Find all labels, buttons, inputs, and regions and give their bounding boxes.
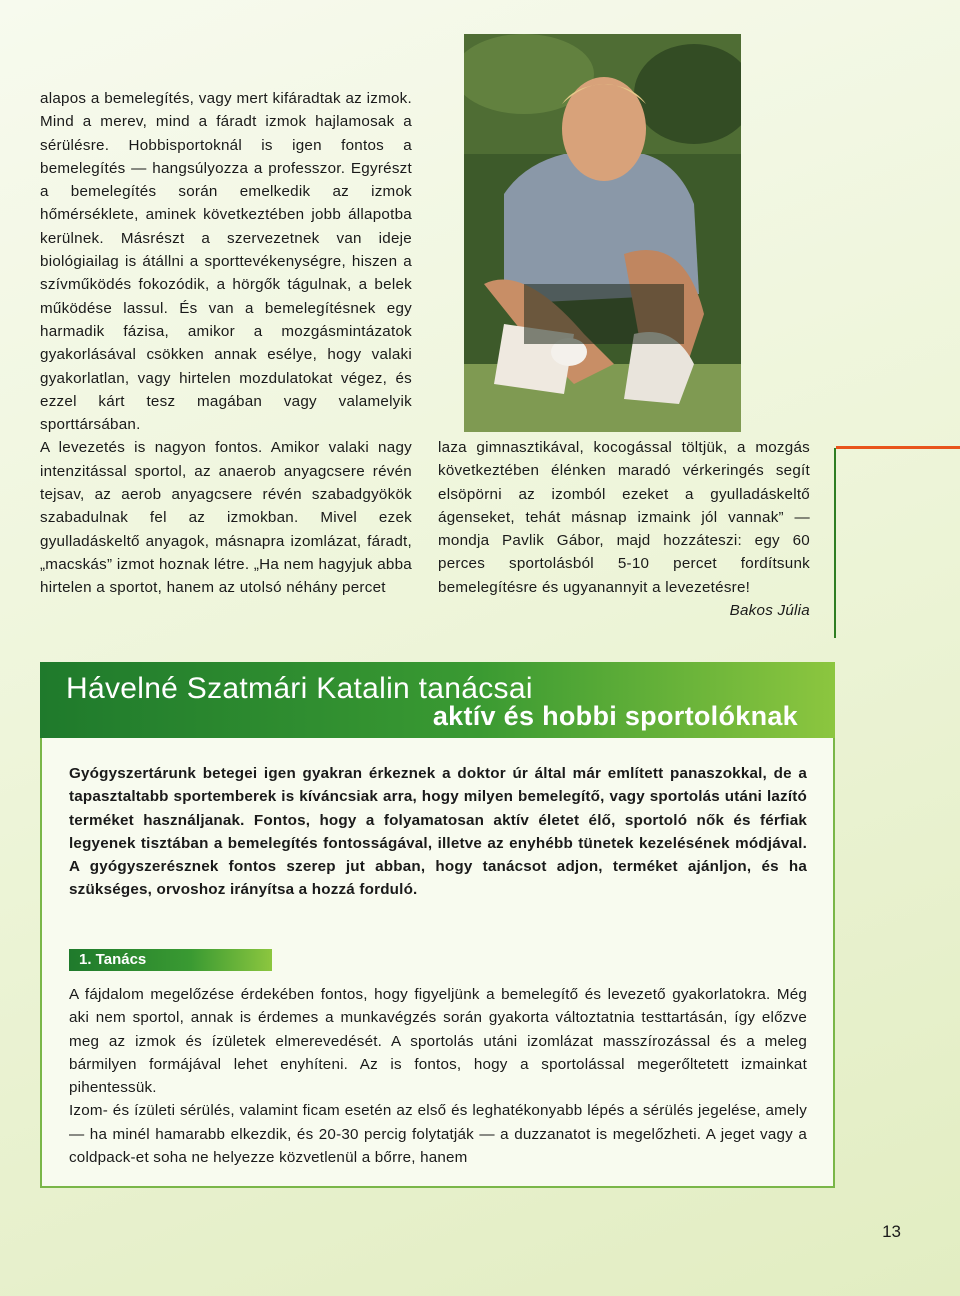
tip-body <box>69 983 807 1169</box>
left-paragraph-2: A levezetés is nagyon fontos. Amikor valaki nagy intenzitással sportol, az anaerob anyagcsere révén tejsav, az aerob anyagcsere révén szabadgyökök szabadulnak fel az izmokban. Mivel ezek gyulladáskeltő anyagok, másnapra izomlázat, fáradt, „macskás” izmot hoznak létre. „Ha nem hagyjuk abba hirtelen a sportot, hanem az utolsó néhány percet <box>40 439 412 597</box>
advice-banner <box>40 662 835 738</box>
tip-paragraph-1: A fájdalom megelőzése érdekében fontos, hogy figyeljünk a bemelegítő és levezető gyakorlatokra. Még aki nem sportol, annak is érdemes a munkavégzés során gyakorta változtatnia testtartásán, így előzve meg az izmok és ízületek elmerevedését. A sportolás utáni izomlázat masszírozással és a meleg bármilyen formájával lehet enyhíteni. Az is fontos, hogy a sportolással megerőltetett izmainkat pihentessük. <box>69 986 807 1097</box>
banner-subtitle: aktív és hobbi sportolóknak <box>432 701 798 731</box>
orange-accent-line <box>836 446 960 449</box>
page-number: 13 <box>882 1222 901 1241</box>
tip-paragraph-2: Izom- és ízületi sérülés, valamint ficam esetén az első és leghatékonyabb lépés a sérülés jegelése, amely — ha minél hamarabb elkezdik, és 20-30 percig folytatják — a duzzanatot is megelőzheti. A jeget vagy a coldpack-et soha ne helyezze közvetlenül a bőrre, hanem <box>69 1102 807 1167</box>
tip-label: 1. Tanács <box>69 949 272 971</box>
left-paragraph-1: alapos a bemelegítés, vagy mert kifáradtak az izmok. Mind a merev, mind a fáradt izmok hajlamosak a sérülésre. Hobbisportoknál is igen fontos a bemelegítés — hangsúlyozza a professzor. Egyrészt a bemelegítés során emelkedik az izmok hőmérséklete, aminek következtében jobb állapotba kerülnek. Másrészt a szervezetnek van ideje biológiailag is átállni a sporttevékenységre, hiszen a szívműködés fokozódik, a hörgők tágulnak, a belek működése lassul. És van a bemelegítésnek egy harmadik fázisa, amikor a mozgásmintázatok gyakorlásával csökken annak esélye, hogy valaki gyakorlatlan, vagy hirtelen mozdulatokat végez, és ezzel kárt tesz magában vagy valamelyik sporttársában. <box>40 90 412 434</box>
vertical-divider <box>834 448 836 638</box>
advice-intro: Gyógyszertárunk betegei igen gyakran érkeznek a doktor úr által már említett panaszokkal, de a tapasztaltabb sportemberek is kíváncsiak arra, hogy milyen bemelegítő, vagy sportolás utáni lazító terméket használjanak. Fontos, hogy a folyamatosan aktív életet élő, sportoló nők és férfiak legyenek tisztában a bemelegítés fontosságával, illetve az enyhébb tünetek kezelésének módjával. A gyógyszerésznek fontos szerep jut abban, hogy tanácsot adjon, terméket ajánljon, és ha szükséges, orvoshoz irányítsa a hozzá forduló. <box>69 765 807 899</box>
right-text-column <box>438 436 810 622</box>
author-signature: Bakos Júlia <box>729 602 810 620</box>
right-paragraph: laza gimnasztikával, kocogással töltjük, a mozgás következtében élénken maradó vérkeringés segít elsöpörni az izomból ezeket a gyulladáskeltő ágenseket, tehát másnap izmaink jól vannak” — mondja Pavlik Gábor, majd hozzáteszi: egy 60 perces sportolásból 5-10 percet fordítsunk bemelegítésre és ugyanannyit a levezetésre! <box>438 439 810 596</box>
athlete-taping-ankle-image <box>464 34 741 432</box>
left-text-column <box>40 87 412 600</box>
athlete-photo <box>464 34 741 432</box>
banner-title: Hávelné Szatmári Katalin tanácsai <box>66 672 533 705</box>
